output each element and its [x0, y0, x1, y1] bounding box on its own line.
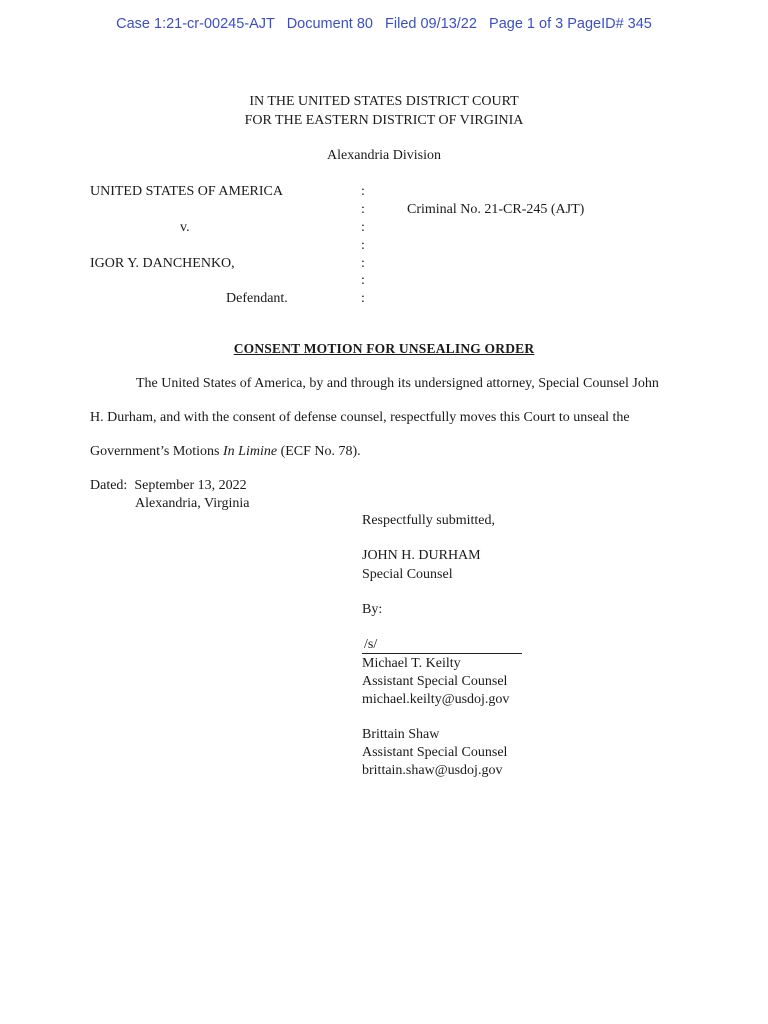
ecf-header-stamp: Case 1:21-cr-00245-AJT Document 80 Filed 09/13/22 Page 1 of 3 PageID# 345	[116, 16, 652, 32]
signature-slash-s: /s/	[364, 637, 378, 652]
motion-body-line3	[90, 443, 361, 461]
caption-colon: :	[361, 273, 365, 288]
caption-defendant-label: Defendant.	[226, 291, 288, 306]
attorney-2-email[interactable]: brittain.shaw@usdoj.gov	[362, 763, 503, 778]
caption-colon: :	[361, 256, 365, 271]
signature-line	[362, 653, 522, 654]
court-name-line2: FOR THE EASTERN DISTRICT OF VIRGINIA	[244, 113, 524, 128]
caption-colon: :	[361, 220, 365, 235]
attorney-1-name: Michael T. Keilty	[362, 656, 461, 671]
caption-colon: :	[361, 291, 365, 306]
caption-colon: :	[361, 202, 365, 217]
signature-name: JOHN H. DURHAM	[362, 548, 481, 563]
motion-body-text: Government’s Motions	[90, 444, 223, 459]
caption-colon: :	[361, 238, 365, 253]
motion-body-text: (ECF No. 78).	[277, 444, 361, 459]
attorney-1-email[interactable]: michael.keilty@usdoj.gov	[362, 692, 510, 707]
signature-closing: Respectfully submitted,	[362, 513, 495, 528]
in-limine-italic: In Limine	[223, 444, 278, 459]
caption-colon: :	[361, 184, 365, 199]
attorney-2-title: Assistant Special Counsel	[362, 745, 508, 760]
court-division: Alexandria Division	[327, 148, 441, 163]
court-name-line1: IN THE UNITED STATES DISTRICT COURT	[249, 94, 519, 109]
motion-body-line1: The United States of America, by and through its undersigned attorney, Special Counsel John	[136, 376, 659, 391]
motion-title: CONSENT MOTION FOR UNSEALING ORDER	[233, 341, 535, 356]
signature-by: By:	[362, 602, 383, 617]
caption-defendant-name: IGOR Y. DANCHENKO,	[90, 256, 235, 271]
caption-versus: v.	[180, 220, 190, 235]
dated-line: Dated: September 13, 2022	[90, 478, 247, 493]
attorney-2-name: Brittain Shaw	[362, 727, 440, 742]
motion-body-line2: H. Durham, and with the consent of defense counsel, respectfully moves this Court to unseal the	[90, 410, 630, 425]
dated-place: Alexandria, Virginia	[135, 496, 250, 511]
caption-plaintiff: UNITED STATES OF AMERICA	[90, 184, 283, 199]
signature-title: Special Counsel	[362, 567, 453, 582]
attorney-1-title: Assistant Special Counsel	[362, 674, 508, 689]
case-number: Criminal No. 21-CR-245 (AJT)	[407, 202, 585, 217]
